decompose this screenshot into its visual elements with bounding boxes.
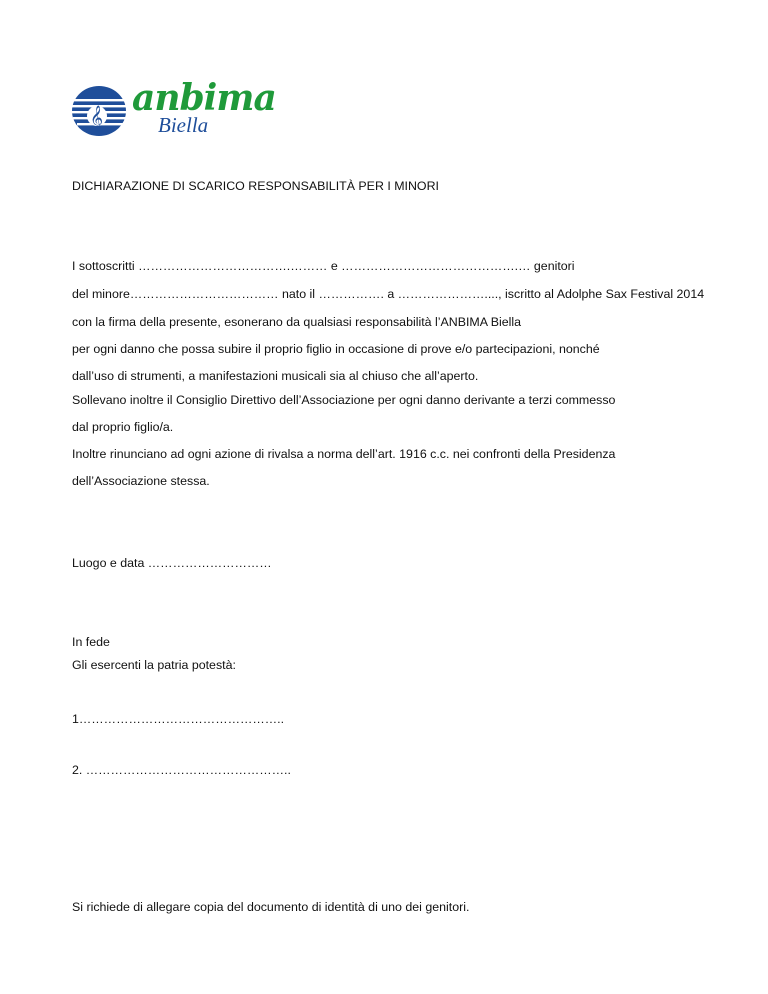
body-line-4: per ogni danno che possa subire il proprio figlio in occasione di prove e/o partecipazioni, nonché [72, 342, 600, 356]
svg-text:𝄞: 𝄞 [90, 106, 104, 131]
body-line-2: del minore……………………………… nato il ……………. a …………………...., iscritto al Adolphe Sax Festival 2014 [72, 287, 705, 301]
place-date-field: Luogo e data ………………………… [72, 556, 272, 570]
document-title: DICHIARAZIONE DI SCARICO RESPONSABILITÀ PER I MINORI [72, 179, 439, 193]
footer-note: Si richiede di allegare copia del documento di identità di uno dei genitori. [72, 900, 470, 914]
treble-clef-globe-icon [70, 84, 130, 138]
body-line-3: con la firma della presente, esonerano da qualsiasi responsabilità l’ANBIMA Biella [72, 315, 522, 329]
body-line-8: Inoltre rinunciano ad ogni azione di rivalsa a norma dell’art. 1916 c.c. nei confronti della Presidenza [72, 447, 616, 461]
anbima-logo [70, 77, 276, 140]
body-line-6: Sollevano inoltre il Consiglio Direttivo dell’Associazione per ogni danno derivante a terzi commesso [72, 393, 616, 407]
signature-line-1: 1………………………………………….. [72, 712, 285, 726]
body-line-1: I sottoscritti ……………………………….……… e …………………………………….… genitori [72, 259, 575, 273]
signature-line-2: 2. ………………………………………….. [72, 763, 291, 777]
body-line-5: dall’uso di strumenti, a manifestazioni musicali sia al chiuso che all’aperto. [72, 369, 479, 383]
logo-brand-text: anbima [132, 77, 276, 119]
in-fede-text: In fede [72, 635, 110, 649]
guardians-label: Gli esercenti la patria potestà: [72, 658, 236, 672]
body-line-9: dell’Associazione stessa. [72, 474, 210, 488]
logo-city-text: Biella [158, 113, 209, 137]
body-line-7: dal proprio figlio/a. [72, 420, 174, 434]
